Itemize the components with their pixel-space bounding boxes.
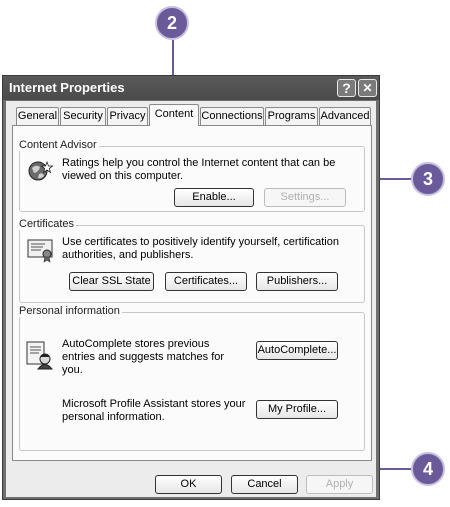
tab-security[interactable]: Security [60, 107, 106, 125]
tab-privacy[interactable]: Privacy [107, 107, 148, 125]
certificates-label: Certificates [19, 218, 75, 230]
callout-step-4: 4 [411, 452, 445, 486]
content-advisor-icon [27, 158, 53, 184]
tab-programs[interactable]: Programs [265, 107, 318, 125]
autocomplete-button[interactable]: AutoComplete... [256, 341, 338, 360]
autocomplete-icon [25, 340, 53, 370]
tab-general[interactable]: General [16, 107, 59, 125]
profile-assistant-description: Microsoft Profile Assistant stores your personal information. [62, 398, 246, 423]
callout-step-3: 3 [411, 162, 445, 196]
tab-content[interactable]: Content [149, 104, 199, 126]
internet-properties-dialog [2, 75, 380, 500]
window-title: Internet Properties [9, 80, 125, 95]
tab-connections[interactable]: Connections [200, 107, 264, 125]
personal-information-group [19, 312, 365, 451]
dialog-client-area [6, 101, 376, 497]
title-bar [3, 76, 379, 100]
content-tab-panel [12, 125, 372, 461]
cancel-button[interactable]: Cancel [231, 475, 298, 494]
callout-step-2: 2 [155, 6, 189, 40]
content-advisor-description: Ratings help you control the Internet content that can be viewed on this computer. [62, 157, 336, 182]
apply-button[interactable]: Apply [306, 475, 373, 494]
personal-information-label: Personal information [19, 305, 120, 317]
ok-button[interactable]: OK [155, 475, 222, 494]
help-button[interactable]: ? [337, 79, 356, 97]
certificate-icon [27, 237, 55, 263]
autocomplete-description: AutoComplete stores previous entries and suggests matches for you. [62, 338, 225, 376]
content-advisor-label: Content Advisor [19, 139, 97, 151]
certificates-button[interactable]: Certificates... [165, 272, 247, 291]
my-profile-button[interactable]: My Profile... [256, 400, 338, 419]
publishers-button[interactable]: Publishers... [256, 272, 338, 291]
settings-button[interactable]: Settings... [264, 188, 346, 207]
tab-advanced[interactable]: Advanced [319, 107, 371, 125]
clear-ssl-state-button[interactable]: Clear SSL State [69, 272, 154, 291]
close-icon[interactable]: ✕ [358, 79, 377, 97]
enable-button[interactable]: Enable... [174, 188, 254, 207]
certificates-description: Use certificates to positively identify yourself, certification authorities, and publishers. [62, 236, 339, 261]
